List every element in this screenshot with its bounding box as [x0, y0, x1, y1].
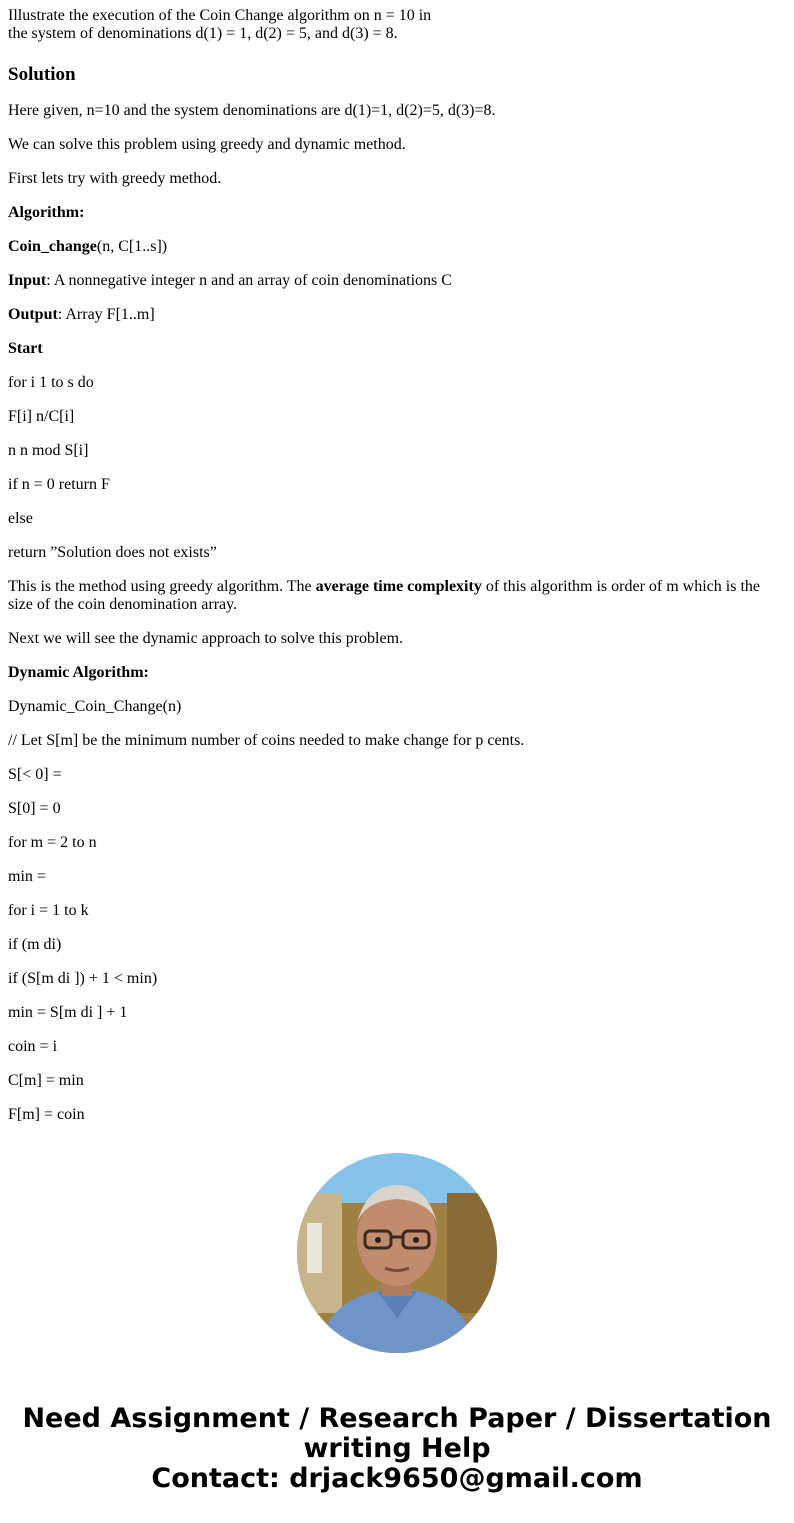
output-text: : Array F[1..m] — [57, 306, 155, 323]
greedy-line: F[i] n/C[i] — [8, 408, 75, 425]
promo-line-2: writing Help — [303, 1433, 491, 1464]
output-label: Output — [8, 306, 58, 323]
solution-body — [8, 102, 786, 1124]
complexity-post: of this algorithm is order of m which is the size of the coin denomination array. — [8, 578, 760, 613]
complexity-paragraph — [8, 578, 786, 614]
dynamic-line: min = S[m di ] + 1 — [8, 1004, 128, 1021]
avatar — [297, 1153, 497, 1353]
coin-change-args: (n, C[1..s]) — [96, 238, 168, 255]
greedy-line: if n = 0 return F — [8, 476, 110, 493]
algorithm-heading-text: Algorithm: — [8, 204, 85, 221]
avatar-portrait — [297, 1153, 497, 1353]
start-label: Start — [8, 340, 43, 357]
dynamic-line: F[m] = coin — [8, 1106, 85, 1123]
input-line — [8, 272, 786, 290]
dynamic-heading — [8, 664, 786, 682]
given-paragraph: Here given, n=10 and the system denominations are d(1)=1, d(2)=5, d(3)=8. — [8, 102, 496, 119]
question-text — [8, 7, 786, 43]
next-dynamic-paragraph: Next we will see the dynamic approach to solve this problem. — [8, 630, 404, 647]
dynamic-heading-text: Dynamic Algorithm: — [8, 664, 149, 681]
dynamic-line: for i = 1 to k — [8, 902, 89, 919]
dynamic-line: // Let S[m] be the minimum number of coins needed to make change for p cents. — [8, 732, 525, 749]
coin-change-signature — [8, 238, 786, 256]
dynamic-line: coin = i — [8, 1038, 58, 1055]
promo-line-1: Need Assignment / Research Paper / Dissertation — [22, 1403, 772, 1434]
algorithm-heading — [8, 204, 786, 222]
question-line-2: the system of denominations d(1) = 1, d(2) = 5, and d(3) = 8. — [8, 25, 398, 42]
dynamic-line: if (S[m di ]) + 1 < min) — [8, 970, 158, 987]
greedy-line: else — [8, 510, 33, 527]
solution-heading: Solution — [8, 64, 76, 85]
dynamic-line: if (m di) — [8, 936, 62, 953]
coin-change-name: Coin_change — [8, 238, 97, 255]
complexity-pre: This is the method using greedy algorithm. The — [8, 578, 316, 595]
greedy-line: n n mod S[i] — [8, 442, 89, 459]
dynamic-line: C[m] = min — [8, 1072, 84, 1089]
complexity-bold: average time complexity — [315, 578, 482, 595]
dynamic-line: Dynamic_Coin_Change(n) — [8, 698, 182, 715]
input-text: : A nonnegative integer n and an array of coin denominations C — [46, 272, 452, 289]
dynamic-line: S[< 0] = — [8, 766, 62, 783]
question-line-1: Illustrate the execution of the Coin Change algorithm on n = 10 in — [8, 7, 432, 24]
start-line — [8, 340, 786, 358]
output-line — [8, 306, 786, 324]
greedy-intro-paragraph: First lets try with greedy method. — [8, 170, 222, 187]
methods-paragraph: We can solve this problem using greedy and dynamic method. — [8, 136, 406, 153]
greedy-line: for i 1 to s do — [8, 374, 94, 391]
promo-banner — [0, 1404, 794, 1494]
dynamic-line: min = — [8, 868, 46, 885]
greedy-line: return ”Solution does not exists” — [8, 544, 217, 561]
promo-contact: Contact: drjack9650@gmail.com — [151, 1463, 643, 1494]
dynamic-line: S[0] = 0 — [8, 800, 61, 817]
dynamic-line: for m = 2 to n — [8, 834, 97, 851]
input-label: Input — [8, 272, 47, 289]
